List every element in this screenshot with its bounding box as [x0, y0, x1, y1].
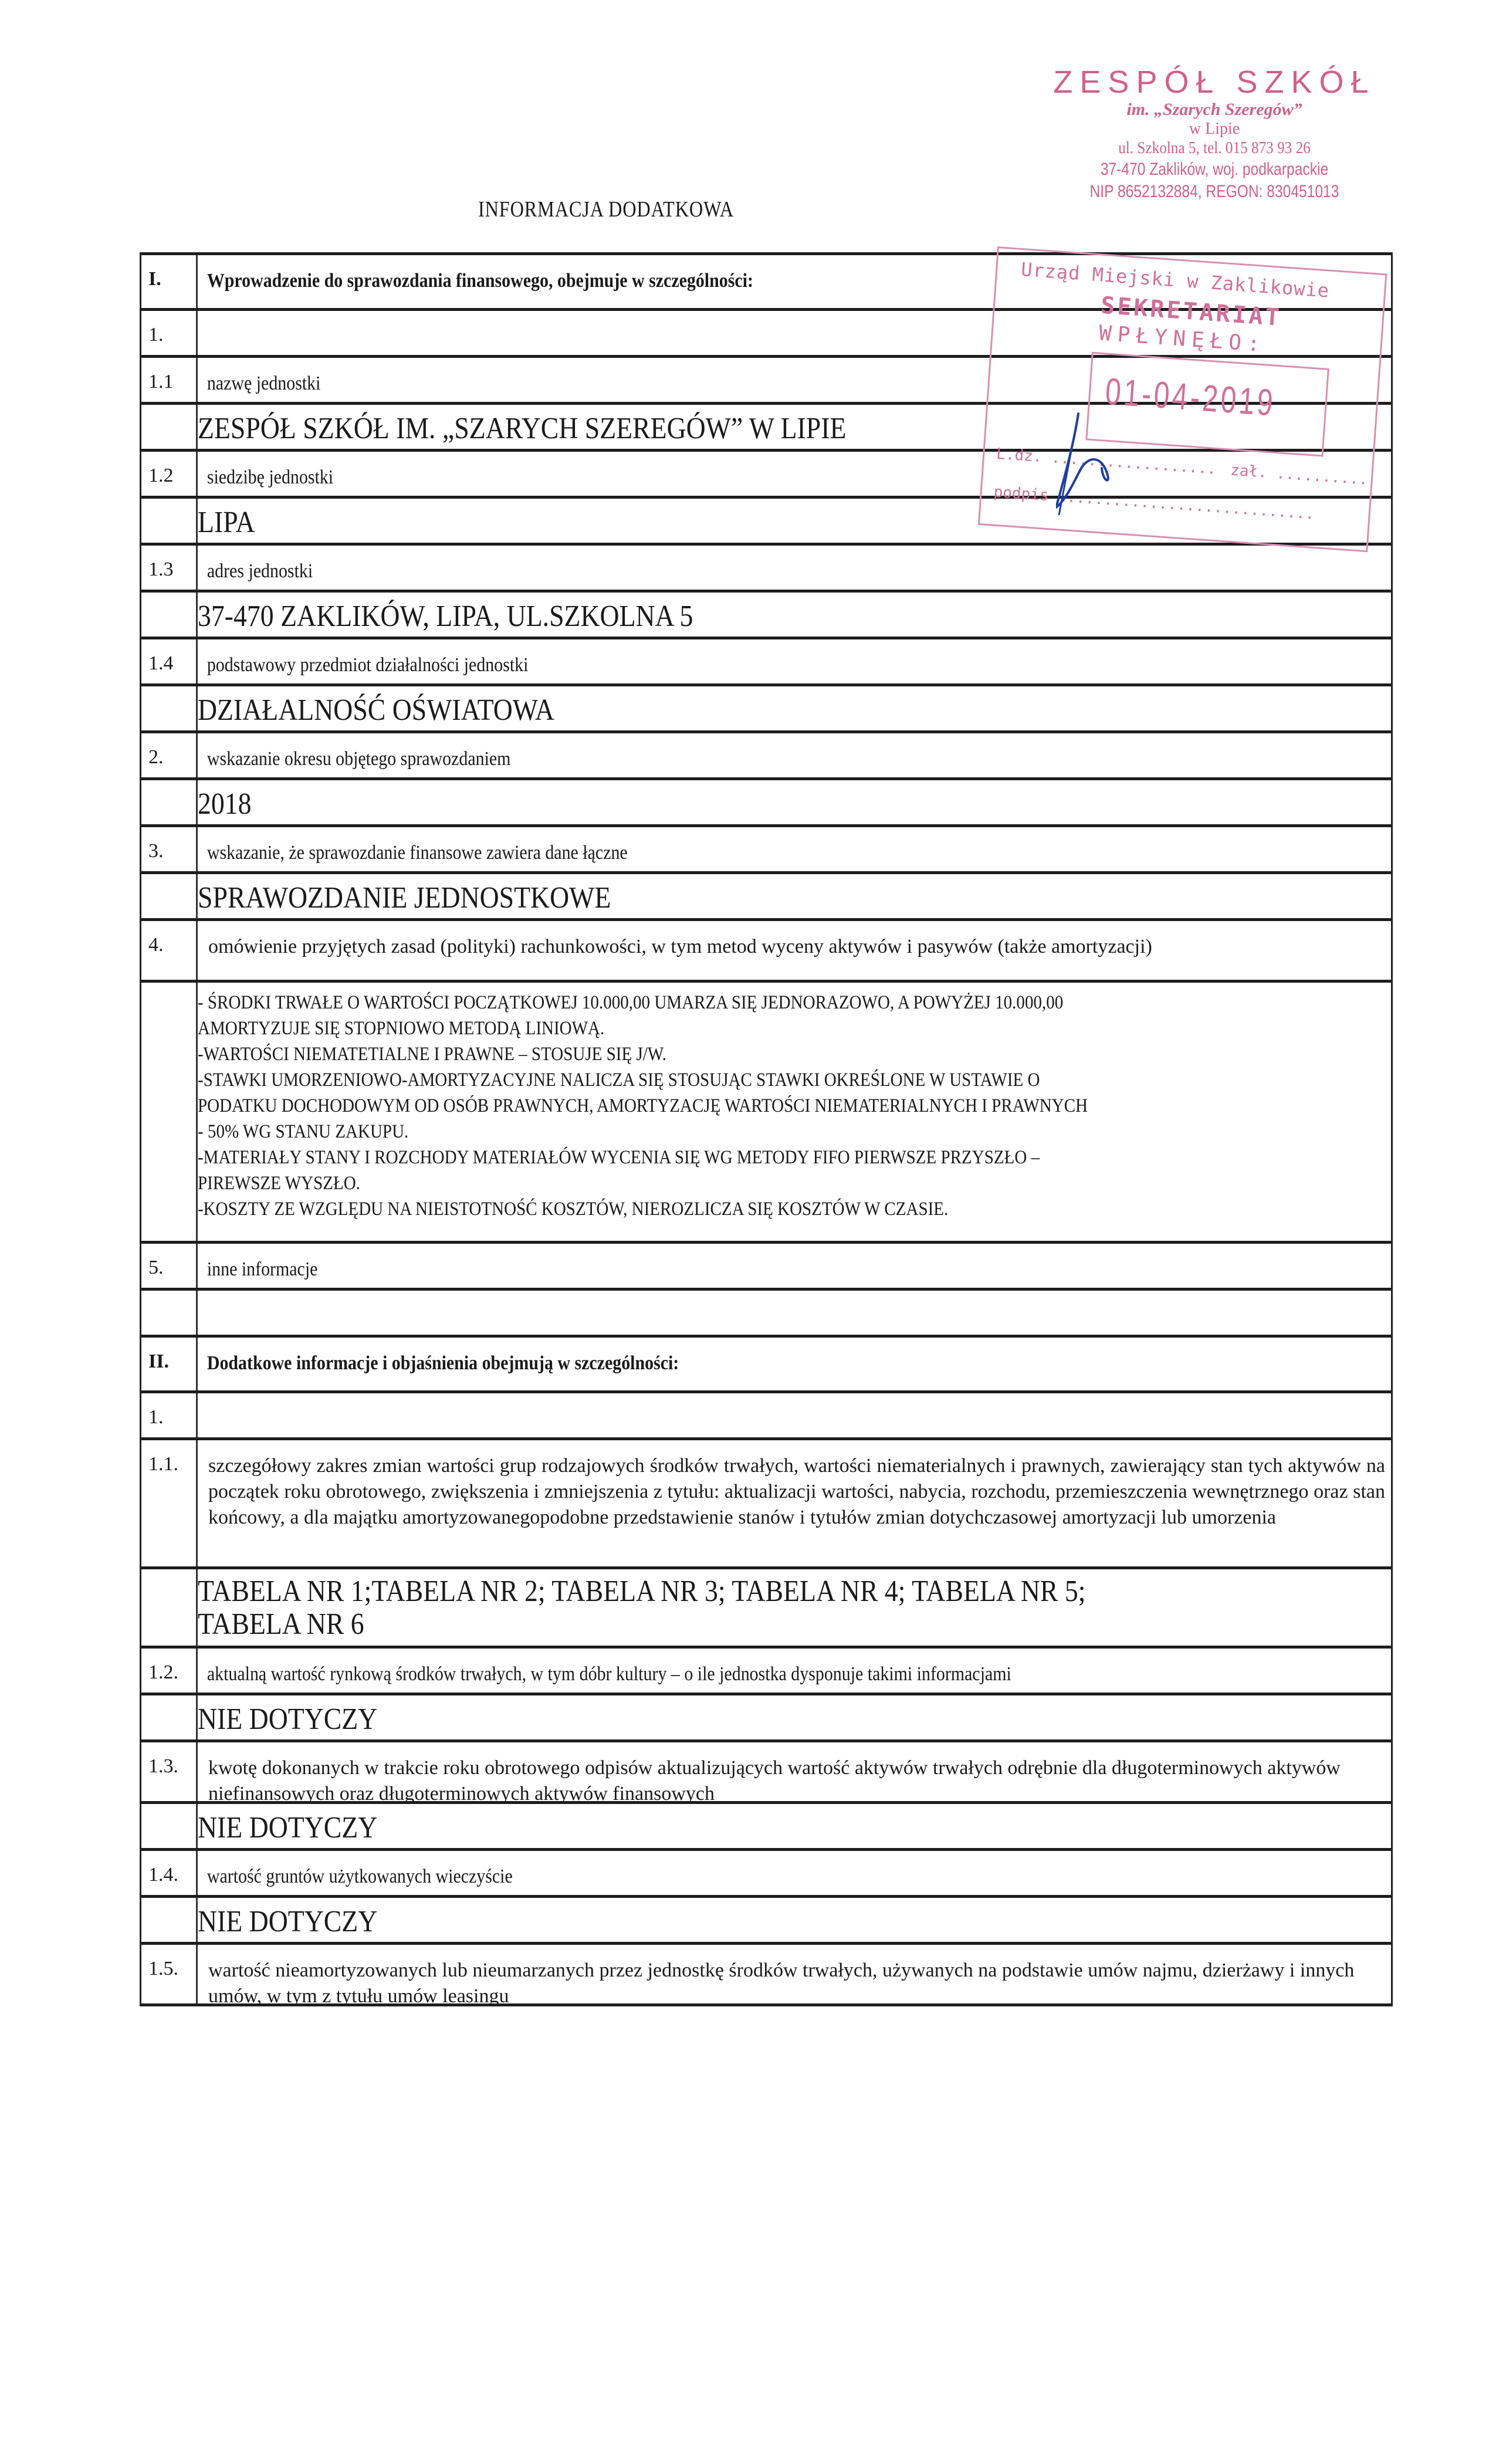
document-title: INFORMACJA DODATKOWA — [478, 197, 735, 222]
policy-line: -WARTOŚCI NIEMATETIALNE I PRAWNE – STOSUJE SIĘ J/W. — [198, 1044, 666, 1065]
row-value: ZESPÓŁ SZKÓŁ IM. „SZARYCH SZEREGÓW” W LIPIE — [198, 412, 847, 445]
row-label: podstawowy przedmiot działalności jednostki — [207, 654, 529, 676]
row-number: 1.3. — [141, 1742, 198, 1801]
row-label: nazwę jednostki — [207, 373, 321, 394]
policy-line: - ŚRODKI TRWAŁE O WARTOŚCI POCZĄTKOWEJ 10.000,00 UMARZA SIĘ JEDNORAZOWO, A POWYŻEJ 10.000,00 — [198, 992, 1064, 1013]
row-number: 1.4 — [141, 639, 198, 683]
row-label: wartość nieamortyzowanych lub nieumarzanych przez jednostkę środków trwałych, używanych na podstawie umów najmu, dzierżawy i innych umów, w tym z tytułu umów leasingu — [208, 1959, 1355, 2007]
row-label: siedzibę jednostki — [207, 466, 334, 488]
policy-line: -KOSZTY ZE WZGLĘDU NA NIEISTOTNOŚĆ KOSZTÓW, NIEROZLICZA SIĘ KOSZTÓW W CZASIE. — [198, 1199, 949, 1220]
row-number — [141, 1569, 198, 1646]
row-number — [141, 499, 198, 543]
row-number — [141, 780, 198, 824]
row-label: wskazanie okresu objętego sprawozdaniem — [207, 748, 511, 770]
row-number: 1. — [141, 311, 198, 355]
table-row — [141, 1739, 1391, 1805]
table-row — [141, 824, 1391, 871]
section-heading: Dodatkowe informacje i objaśnienia obejmują w szczególności: — [207, 1352, 679, 1374]
accounting-policy-text — [198, 983, 1221, 1241]
row-number — [141, 1291, 198, 1335]
row-text — [198, 1393, 1391, 1437]
stamp-podpis: podpis ............................ — [993, 483, 1315, 523]
table-row — [141, 980, 1391, 1241]
policy-line: PODATKU DOCHODOWYM OD OSÓB PRAWNYCH, AMORTYZACJĘ WARTOŚCI NIEMATERIALNYCH I PRAWNYCH — [198, 1095, 1088, 1116]
policy-line: PIREWSZE WYSZŁO. — [198, 1173, 360, 1194]
row-value: DZIAŁALNOŚĆ OŚWIATOWA — [198, 693, 554, 727]
table-row — [141, 1288, 1391, 1335]
row-label: inne informacje — [207, 1258, 318, 1280]
policy-line: -MATERIAŁY STANY I ROZCHODY MATERIAŁÓW WYCENIA SIĘ WG METODY FIFO PIERWSZE PRZYSZŁO – — [198, 1147, 1040, 1168]
table-row — [141, 637, 1391, 683]
row-number: 1.2 — [141, 452, 198, 496]
table-row — [141, 1942, 1391, 2006]
stamp-department: SEKRETARIAT — [1099, 292, 1283, 332]
row-number — [141, 874, 198, 918]
row-number: I. — [141, 255, 198, 308]
stamp-ldz: L.dz. .................. — [996, 445, 1217, 478]
stamp-received-label: WPŁYNĘŁO: — [1098, 321, 1267, 357]
row-value: 37-470 ZAKLIKÓW, LIPA, UL.SZKOLNA 5 — [198, 600, 693, 633]
policy-line: AMORTYZUJE SIĘ STOPNIOWO METODĄ LINIOWĄ. — [198, 1018, 605, 1039]
table-row — [141, 1566, 1391, 1646]
stamp-school-nip-regon: NIP 8652132884, REGON: 830451013 — [1089, 182, 1339, 201]
stamp-office: Urząd Miejski w Zaklikowie — [1020, 258, 1331, 302]
stamp-school-postal: 37-470 Zaklików, woj. podkarpackie — [1100, 160, 1329, 179]
table-row — [141, 777, 1391, 824]
stamp-zal: zał. .......... — [1230, 461, 1369, 489]
row-number — [141, 1898, 198, 1942]
row-number: 1. — [141, 1393, 198, 1437]
table-row — [141, 1437, 1391, 1566]
row-label: omówienie przyjętych zasad (polityki) rachunkowości, w tym metod wyceny aktywów i pasywów (także amortyzacji) — [208, 936, 1152, 957]
row-number: II. — [141, 1338, 198, 1390]
row-number — [141, 405, 198, 449]
table-row — [141, 1801, 1391, 1848]
stamp-date: 01-04-2019 — [1104, 370, 1277, 424]
row-value: LIPA — [198, 506, 255, 539]
row-label: adres jednostki — [207, 560, 313, 582]
row-number — [141, 1695, 198, 1739]
row-number: 1.4. — [141, 1851, 198, 1895]
table-row — [141, 543, 1391, 590]
table-row — [141, 730, 1391, 777]
row-value — [198, 1569, 1213, 1646]
row-label: aktualną wartość rynkową środków trwałych, w tym dóbr kultury – o ile jednostka dysponuje takimi informacjami — [207, 1663, 1011, 1685]
row-number: 4. — [141, 921, 198, 980]
row-value-line: TABELA NR 1;TABELA NR 2; TABELA NR 3; TABELA NR 4; TABELA NR 5; — [198, 1575, 1086, 1608]
row-value: NIE DOTYCZY — [198, 1905, 378, 1938]
row-value-line: TABELA NR 6 — [198, 1607, 364, 1641]
row-number — [141, 983, 198, 1241]
table-row — [141, 918, 1391, 980]
policy-line: - 50% WG STANU ZAKUPU. — [198, 1121, 409, 1142]
table-row — [141, 1241, 1391, 1288]
row-number: 1.2. — [141, 1649, 198, 1693]
stamp-school-patron: im. „Szarych Szeregów” — [1126, 100, 1302, 119]
row-value: 2018 — [198, 787, 252, 821]
signature-icon — [1056, 411, 1138, 516]
row-label: wskazanie, że sprawozdanie finansowe zawiera dane łączne — [207, 842, 628, 864]
table-row — [141, 590, 1391, 637]
table-row — [141, 683, 1391, 730]
row-text — [198, 1291, 1391, 1335]
stamp-school-name: ZESPÓŁ SZKÓŁ — [1053, 65, 1376, 100]
row-number: 1.3 — [141, 546, 198, 590]
policy-line: -STAWKI UMORZENIOWO-AMORTYZACYJNE NALICZA SIĘ STOSUJĄC STAWKI OKREŚLONE W USTAWIE O — [198, 1069, 1040, 1091]
table-row — [141, 1390, 1391, 1437]
row-label: szczegółowy zakres zmian wartości grup rodzajowych środków trwałych, wartości niematerialnych i prawnych, zawierający stan tych aktywów na początek roku obrotowego, zwiększenia i zmniejszenia z tytułu: aktualizacji wartości, nabycia, rozchodu, przemieszczenia wewnętrznego oraz stan końcowy, a dla majątku amortyzowanegopodobne przedstawienie stanów i tytułów zmian dotychczasowej amortyzacji lub umorzenia — [208, 1455, 1385, 1528]
table-row — [141, 1848, 1391, 1895]
row-value: NIE DOTYCZY — [198, 1703, 378, 1736]
row-number — [141, 686, 198, 730]
row-number — [141, 1804, 198, 1848]
section-heading: Wprowadzenie do sprawozdania finansowego, obejmuje w szczególności: — [207, 270, 753, 292]
row-number: 5. — [141, 1244, 198, 1288]
row-number — [141, 593, 198, 637]
row-number: 1.5. — [141, 1945, 198, 2003]
row-number: 1.1 — [141, 358, 198, 402]
row-number: 2. — [141, 733, 198, 777]
received-stamp — [978, 246, 1387, 552]
stamp-school-location: w Lipie — [1189, 120, 1240, 138]
table-row — [141, 1693, 1391, 1739]
section2-heading-row — [141, 1335, 1391, 1390]
row-number: 3. — [141, 827, 198, 871]
table-row — [141, 871, 1391, 918]
stamp-school-address: ul. Szkolna 5, tel. 015 873 93 26 — [1118, 139, 1311, 157]
table-row — [141, 1895, 1391, 1942]
table-row — [141, 1646, 1391, 1693]
row-number: 1.1. — [141, 1440, 198, 1566]
row-label: wartość gruntów użytkowanych wieczyście — [207, 1866, 513, 1887]
school-stamp — [1009, 65, 1420, 203]
row-label: kwotę dokonanych w trakcie roku obrotowego odpisów aktualizujących wartość aktywów trwałych odrębnie dla długoterminowych aktywów niefinansowych oraz długoterminowych aktywów finansowych — [208, 1757, 1341, 1805]
row-value: SPRAWOZDANIE JEDNOSTKOWE — [198, 881, 611, 915]
row-value: NIE DOTYCZY — [198, 1811, 378, 1844]
